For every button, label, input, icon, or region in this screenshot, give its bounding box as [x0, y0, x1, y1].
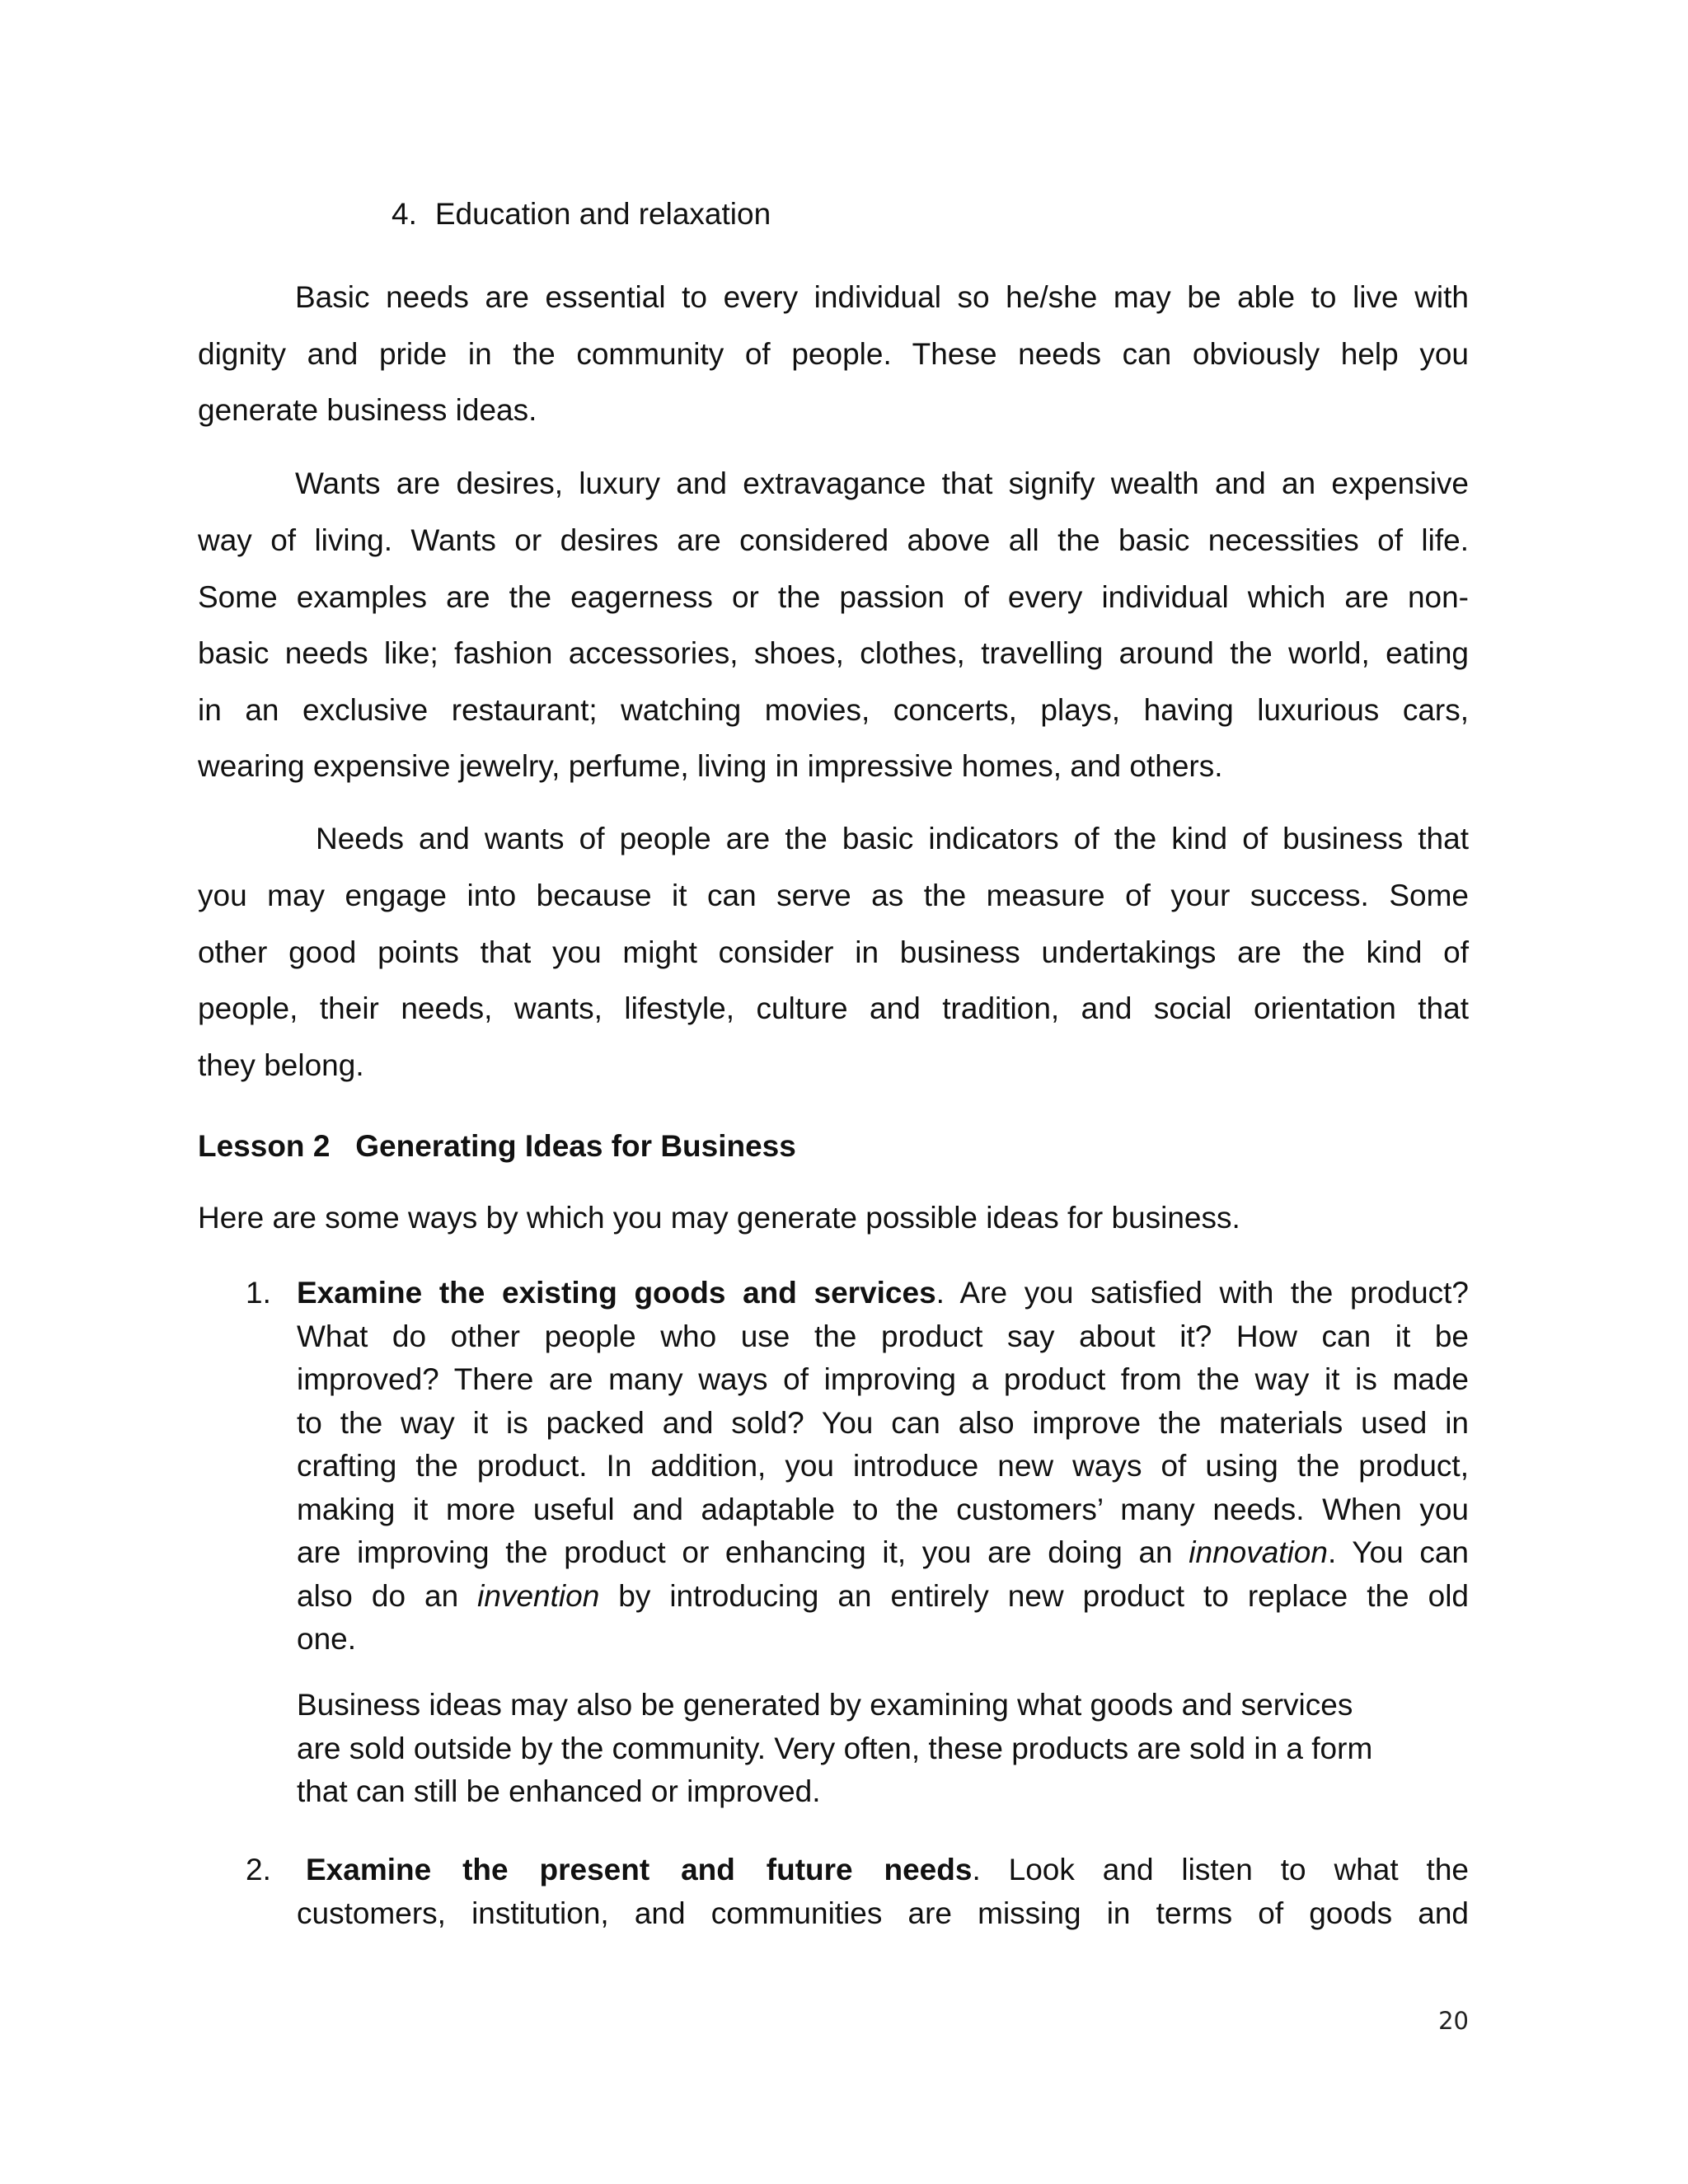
list-item-4 [392, 196, 771, 232]
item-2-body-cont [297, 1892, 1469, 1936]
item-1-sub-line-3: that can still be enhanced or improved. [297, 1774, 821, 1808]
item-2-line-1: . Look and listen to what the [972, 1853, 1469, 1886]
item-1-line-7 [297, 1531, 1469, 1575]
item-2-number: 2. [246, 1853, 271, 1886]
paragraph-wants-line-4: basic needs like; fashion accessories, shoes, clothes, travelling around the world, eating [198, 636, 1469, 670]
paragraph-wants-line-5: in an exclusive restaurant; watching movies, concerts, plays, having luxurious cars, [198, 693, 1469, 727]
paragraph-basic-needs-line-2: dignity and pride in the community of people. These needs can obviously help you [198, 337, 1469, 371]
item-1-sub-line-1: Business ideas may also be generated by examining what goods and services [297, 1688, 1353, 1722]
item-1-line-8a: also do an [297, 1578, 478, 1613]
paragraph-wants-line-3: Some examples are the eagerness or the passion of every individual which are non- [198, 580, 1469, 614]
item-2-line-2: customers, institution, and communities are missing in terms of goods and [297, 1896, 1469, 1930]
item-1-line-6: making it more useful and adaptable to the customers’ many needs. When you [297, 1492, 1469, 1526]
item-1-body [297, 1272, 1469, 1661]
paragraph-wants-line-6: wearing expensive jewelry, perfume, living in impressive homes, and others. [198, 749, 1223, 783]
paragraph-needs-wants-line-3: other good points that you might consider in business undertakings are the kind of [198, 935, 1469, 969]
item-2-title: Examine the present and future needs [306, 1853, 973, 1886]
item-1-line-7a: are improving the product or enhancing it, you are doing an [297, 1535, 1189, 1569]
item-2-body [306, 1849, 1469, 1892]
item-1-line-8 [297, 1575, 1469, 1619]
page-number: 20 [1438, 2007, 1469, 2035]
item-1-line-3: improved? There are many ways of improving a product from the way it is made [297, 1362, 1469, 1396]
item-1-sub-line-2: are sold outside by the community. Very often, these products are sold in a form [297, 1732, 1373, 1765]
invention-term: invention [477, 1578, 600, 1613]
paragraph-wants-line-1: Wants are desires, luxury and extravagance that signify wealth and an expensive [295, 466, 1469, 500]
item-1-line-5: crafting the product. In addition, you introduce new ways of using the product, [297, 1449, 1469, 1483]
paragraph-basic-needs-line-3: generate business ideas. [198, 393, 537, 427]
item-1-line-9: one. [297, 1622, 357, 1656]
paragraph-needs-wants-line-4: people, their needs, wants, lifestyle, culture and tradition, and social orientation that [198, 991, 1469, 1025]
paragraph-wants-line-2: way of living. Wants or desires are considered above all the basic necessities of life. [198, 523, 1469, 557]
paragraph-needs-wants-line-1: Needs and wants of people are the basic indicators of the kind of business that [316, 822, 1469, 855]
innovation-term: innovation [1189, 1535, 1328, 1569]
list-text: Education and relaxation [434, 197, 771, 231]
paragraph-needs-wants-line-2: you may engage into because it can serve as the measure of your success. Some [198, 879, 1469, 912]
item-1-line-4: to the way it is packed and sold? You can also improve the materials used in [297, 1405, 1469, 1440]
item-1-line-7b: . You can [1327, 1535, 1469, 1569]
item-1-number: 1. [246, 1276, 271, 1310]
list-number: 4. [392, 197, 417, 231]
item-1-line-1: . Are you satisfied with the product? [935, 1276, 1470, 1310]
paragraph-needs-wants-line-5: they belong. [198, 1048, 364, 1082]
paragraph-basic-needs-line-1: Basic needs are essential to every individual so he/she may be able to live with [295, 280, 1469, 314]
item-1-line-8b: by introducing an entirely new product to replace the old [599, 1578, 1470, 1613]
item-1-line-2: What do other people who use the product say about it? How can it be [297, 1319, 1469, 1353]
lesson-heading: Lesson 2 Generating Ideas for Business [198, 1129, 796, 1163]
item-1-title: Examine the existing goods and services [297, 1276, 936, 1310]
lesson-intro: Here are some ways by which you may generate possible ideas for business. [198, 1201, 1240, 1235]
